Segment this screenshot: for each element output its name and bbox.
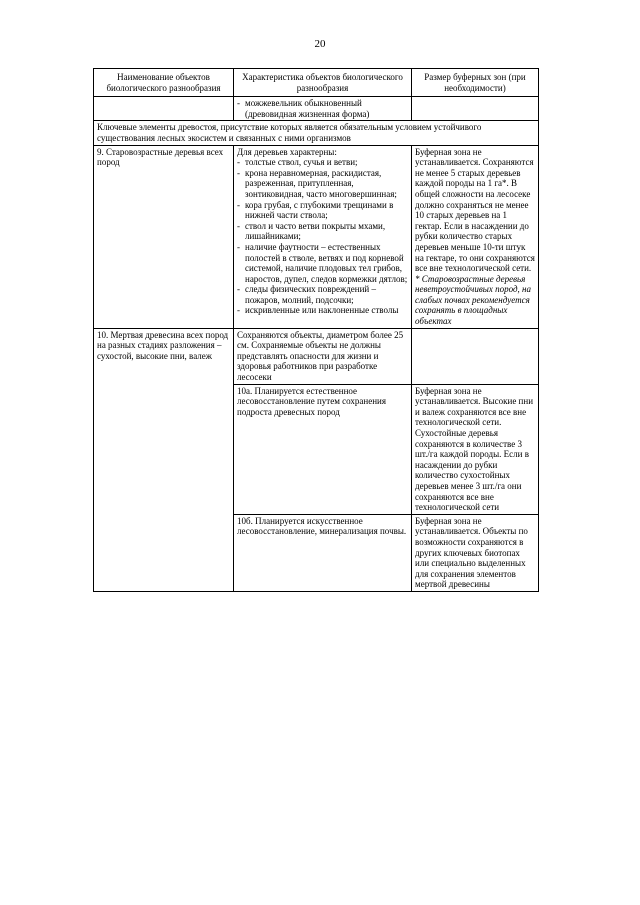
buffer-zone-footnote: * Старовозрастные деревья неветроустойчивых пород, на слабых почвах рекомендуется сохранять в площадных объектах — [415, 273, 531, 327]
list-item: - кора грубая, с глубокими трещинами в нижней части ствола; — [237, 200, 408, 221]
cell-buffer-zone: Буферная зона не устанавливается. Высокие пни и валеж сохраняются все вне технологической сети. Сухостойные деревья сохраняются в количестве 3 шт./га каждой породы. Если в насаждении до рубки количество сухостойных деревьев менее 3 шт./га они сохраняются все вне технологической сети — [412, 384, 539, 514]
juniper-list — [237, 98, 408, 119]
cell-characteristics: 10б. Планируется искусственное лесовосстановление, минерализация почвы. — [234, 514, 412, 591]
cell-empty — [412, 328, 539, 384]
cell-buffer-zone — [412, 145, 539, 328]
table-row-juniper — [94, 97, 539, 121]
list-item: - можжевельник обыкновенный (древовидная жизненная форма) — [237, 98, 408, 119]
characteristics-intro: Для деревьев характерны: — [237, 146, 337, 157]
header-buffer-zone-size: Размер буферных зон (при необходимости) — [412, 69, 539, 97]
cell-object-name: 10. Мертвая древесина всех пород на разных стадиях разложения – сухостой, высокие пни, валеж — [94, 328, 234, 591]
cell-juniper — [234, 97, 412, 121]
cell-empty — [94, 97, 234, 121]
cell-characteristics: Сохраняются объекты, диаметром более 25 см. Сохраняемые объекты не должны представлять опасности для жизни и здоровья работников при разработке лесосеки — [234, 328, 412, 384]
list-item: - ствол и часто ветви покрыты мхами, лишайниками; — [237, 221, 408, 242]
list-item: - крона неравномерная, раскидистая, разреженная, притупленная, зонтиковидная, часто многовершинная; — [237, 168, 408, 200]
header-objects-characteristics: Характеристика объектов биологического разнообразия — [234, 69, 412, 97]
section-heading-row — [94, 121, 539, 145]
list-item: - толстые ствол, сучья и ветви; — [237, 157, 408, 168]
list-item: - искривленные или наклоненные стволы — [237, 305, 408, 316]
buffer-zone-text: Буферная зона не устанавливается. Сохраняются не менее 5 старых деревьев каждой породы на 1 га*. В общей сложности на лесосеке должно сохраняться не менее 10 старых деревьев на 1 гектар. Если в насаждении до рубки количество старых деревьев меньше 10-ти штук на гектаре, то они сохраняются все вне технологической сети. — [415, 146, 535, 274]
biodiversity-table — [93, 68, 539, 592]
section-heading: Ключевые элементы древостоя, присутствие которых является обязательным условием устойчивого существования лесных экосистем и связанных с ними организмов — [94, 121, 539, 145]
header-objects-name: Наименование объектов биологического разнообразия — [94, 69, 234, 97]
list-item: - наличие фаутности – естественных полостей в стволе, ветвях и под корневой системой, наличие плодовых тел грибов, наростов, дупел, следов кормежки дятлов; — [237, 242, 408, 284]
cell-characteristics: 10а. Планируется естественное лесовосстановление путем сохранения подроста древесных пород — [234, 384, 412, 514]
table-row-old-growth-trees — [94, 145, 539, 328]
page-number: 20 — [314, 38, 326, 50]
list-item: - следы физических повреждений – пожаров, молний, подсочки; — [237, 284, 408, 305]
characteristics-list — [237, 157, 408, 316]
cell-object-name: 9. Старовозрастные деревья всех пород — [94, 145, 234, 328]
table-header-row — [94, 69, 539, 97]
table-row-dead-wood — [94, 328, 539, 384]
cell-empty — [412, 97, 539, 121]
cell-characteristics — [234, 145, 412, 328]
cell-buffer-zone: Буферная зона не устанавливается. Объекты по возможности сохраняются в других ключевых биотопах или специально выделенных для сохранения элементов мертвой древесины — [412, 514, 539, 591]
